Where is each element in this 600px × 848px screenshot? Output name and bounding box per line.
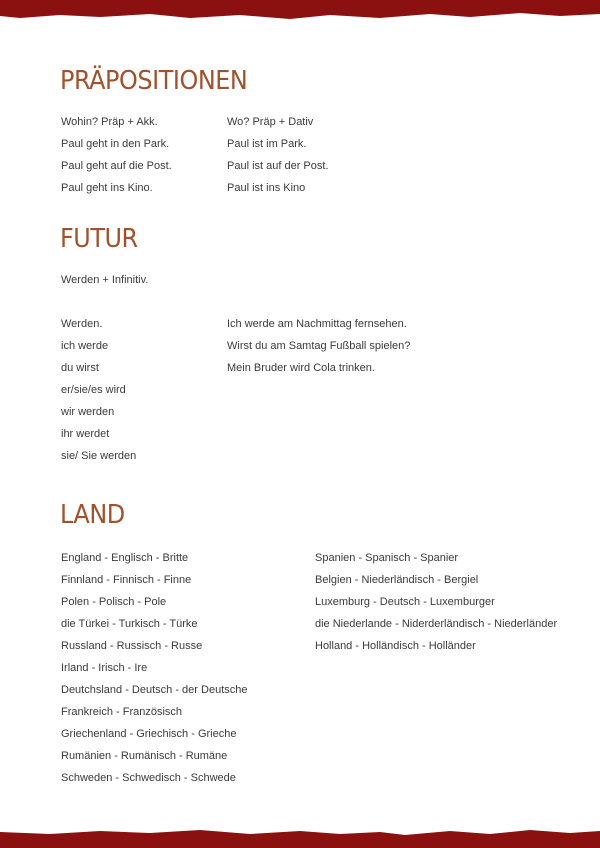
praepositionen-heading: PRÄPOSITIONEN bbox=[60, 66, 248, 96]
land-list-right bbox=[315, 547, 557, 657]
land-item: Belgien - Niederländisch - Bergiel bbox=[315, 574, 479, 586]
top-brush-band bbox=[0, 0, 600, 24]
land-item: England - Englisch - Britte bbox=[61, 552, 189, 564]
futur-example-item: Ich werde am Nachmittag fernsehen. bbox=[227, 318, 407, 330]
land-item: Deutchsland - Deutsch - der Deutsche bbox=[61, 684, 248, 696]
futur-example-item: Wirst du am Samtag Fußball spielen? bbox=[227, 340, 411, 352]
land-item: Holland - Holländisch - Holländer bbox=[315, 640, 476, 652]
futur-rule: Werden + Infinitiv. bbox=[61, 274, 149, 286]
land-item: Luxemburg - Deutsch - Luxemburger bbox=[315, 596, 495, 608]
land-item: die Niederlande - Niderderländisch - Niederländer bbox=[315, 618, 558, 630]
land-list-left bbox=[61, 547, 247, 789]
futur-conjugation-item: sie/ Sie werden bbox=[61, 450, 137, 462]
praepositionen-dativ-item: Paul ist im Park. bbox=[227, 138, 307, 150]
praepositionen-akkusativ-item: Paul geht auf die Post. bbox=[61, 160, 172, 172]
land-item: die Türkei - Turkisch - Türke bbox=[61, 618, 198, 630]
praepositionen-akkusativ-item: Wohin? Präp + Akk. bbox=[61, 116, 158, 128]
praepositionen-dativ-list bbox=[227, 111, 329, 199]
futur-examples-list bbox=[227, 313, 410, 379]
land-heading: LAND bbox=[60, 500, 125, 530]
futur-conjugation-list bbox=[61, 313, 136, 467]
futur-conjugation-item: er/sie/es wird bbox=[61, 384, 126, 396]
futur-conjugation-item: Werden. bbox=[61, 318, 103, 330]
praepositionen-akkusativ-item: Paul geht ins Kino. bbox=[61, 182, 153, 194]
futur-conjugation-item: du wirst bbox=[61, 362, 99, 374]
praepositionen-dativ-item: Paul ist auf der Post. bbox=[227, 160, 329, 172]
praepositionen-akkusativ-item: Paul geht in den Park. bbox=[61, 138, 170, 150]
land-item: Polen - Polisch - Pole bbox=[61, 596, 167, 608]
futur-heading: FUTUR bbox=[60, 224, 138, 254]
futur-conjugation-item: ihr werdet bbox=[61, 428, 110, 440]
land-item: Schweden - Schwedisch - Schwede bbox=[61, 772, 236, 784]
land-item: Griechenland - Griechisch - Grieche bbox=[61, 728, 237, 740]
futur-conjugation-item: wir werden bbox=[61, 406, 115, 418]
bottom-brush-band bbox=[0, 822, 600, 848]
futur-example-item: Mein Bruder wird Cola trinken. bbox=[227, 362, 375, 374]
praepositionen-dativ-item: Wo? Präp + Dativ bbox=[227, 116, 314, 128]
land-item: Irland - Irisch - Ire bbox=[61, 662, 148, 674]
praepositionen-dativ-item: Paul ist ins Kino bbox=[227, 182, 306, 194]
land-item: Finnland - Finnisch - Finne bbox=[61, 574, 192, 586]
land-item: Frankreich - Französisch bbox=[61, 706, 183, 718]
land-item: Rumänien - Rumänisch - Rumäne bbox=[61, 750, 228, 762]
land-item: Spanien - Spanisch - Spanier bbox=[315, 552, 459, 564]
land-item: Russland - Russisch - Russe bbox=[61, 640, 203, 652]
praepositionen-akkusativ-list bbox=[61, 111, 172, 199]
futur-conjugation-item: ich werde bbox=[61, 340, 109, 352]
